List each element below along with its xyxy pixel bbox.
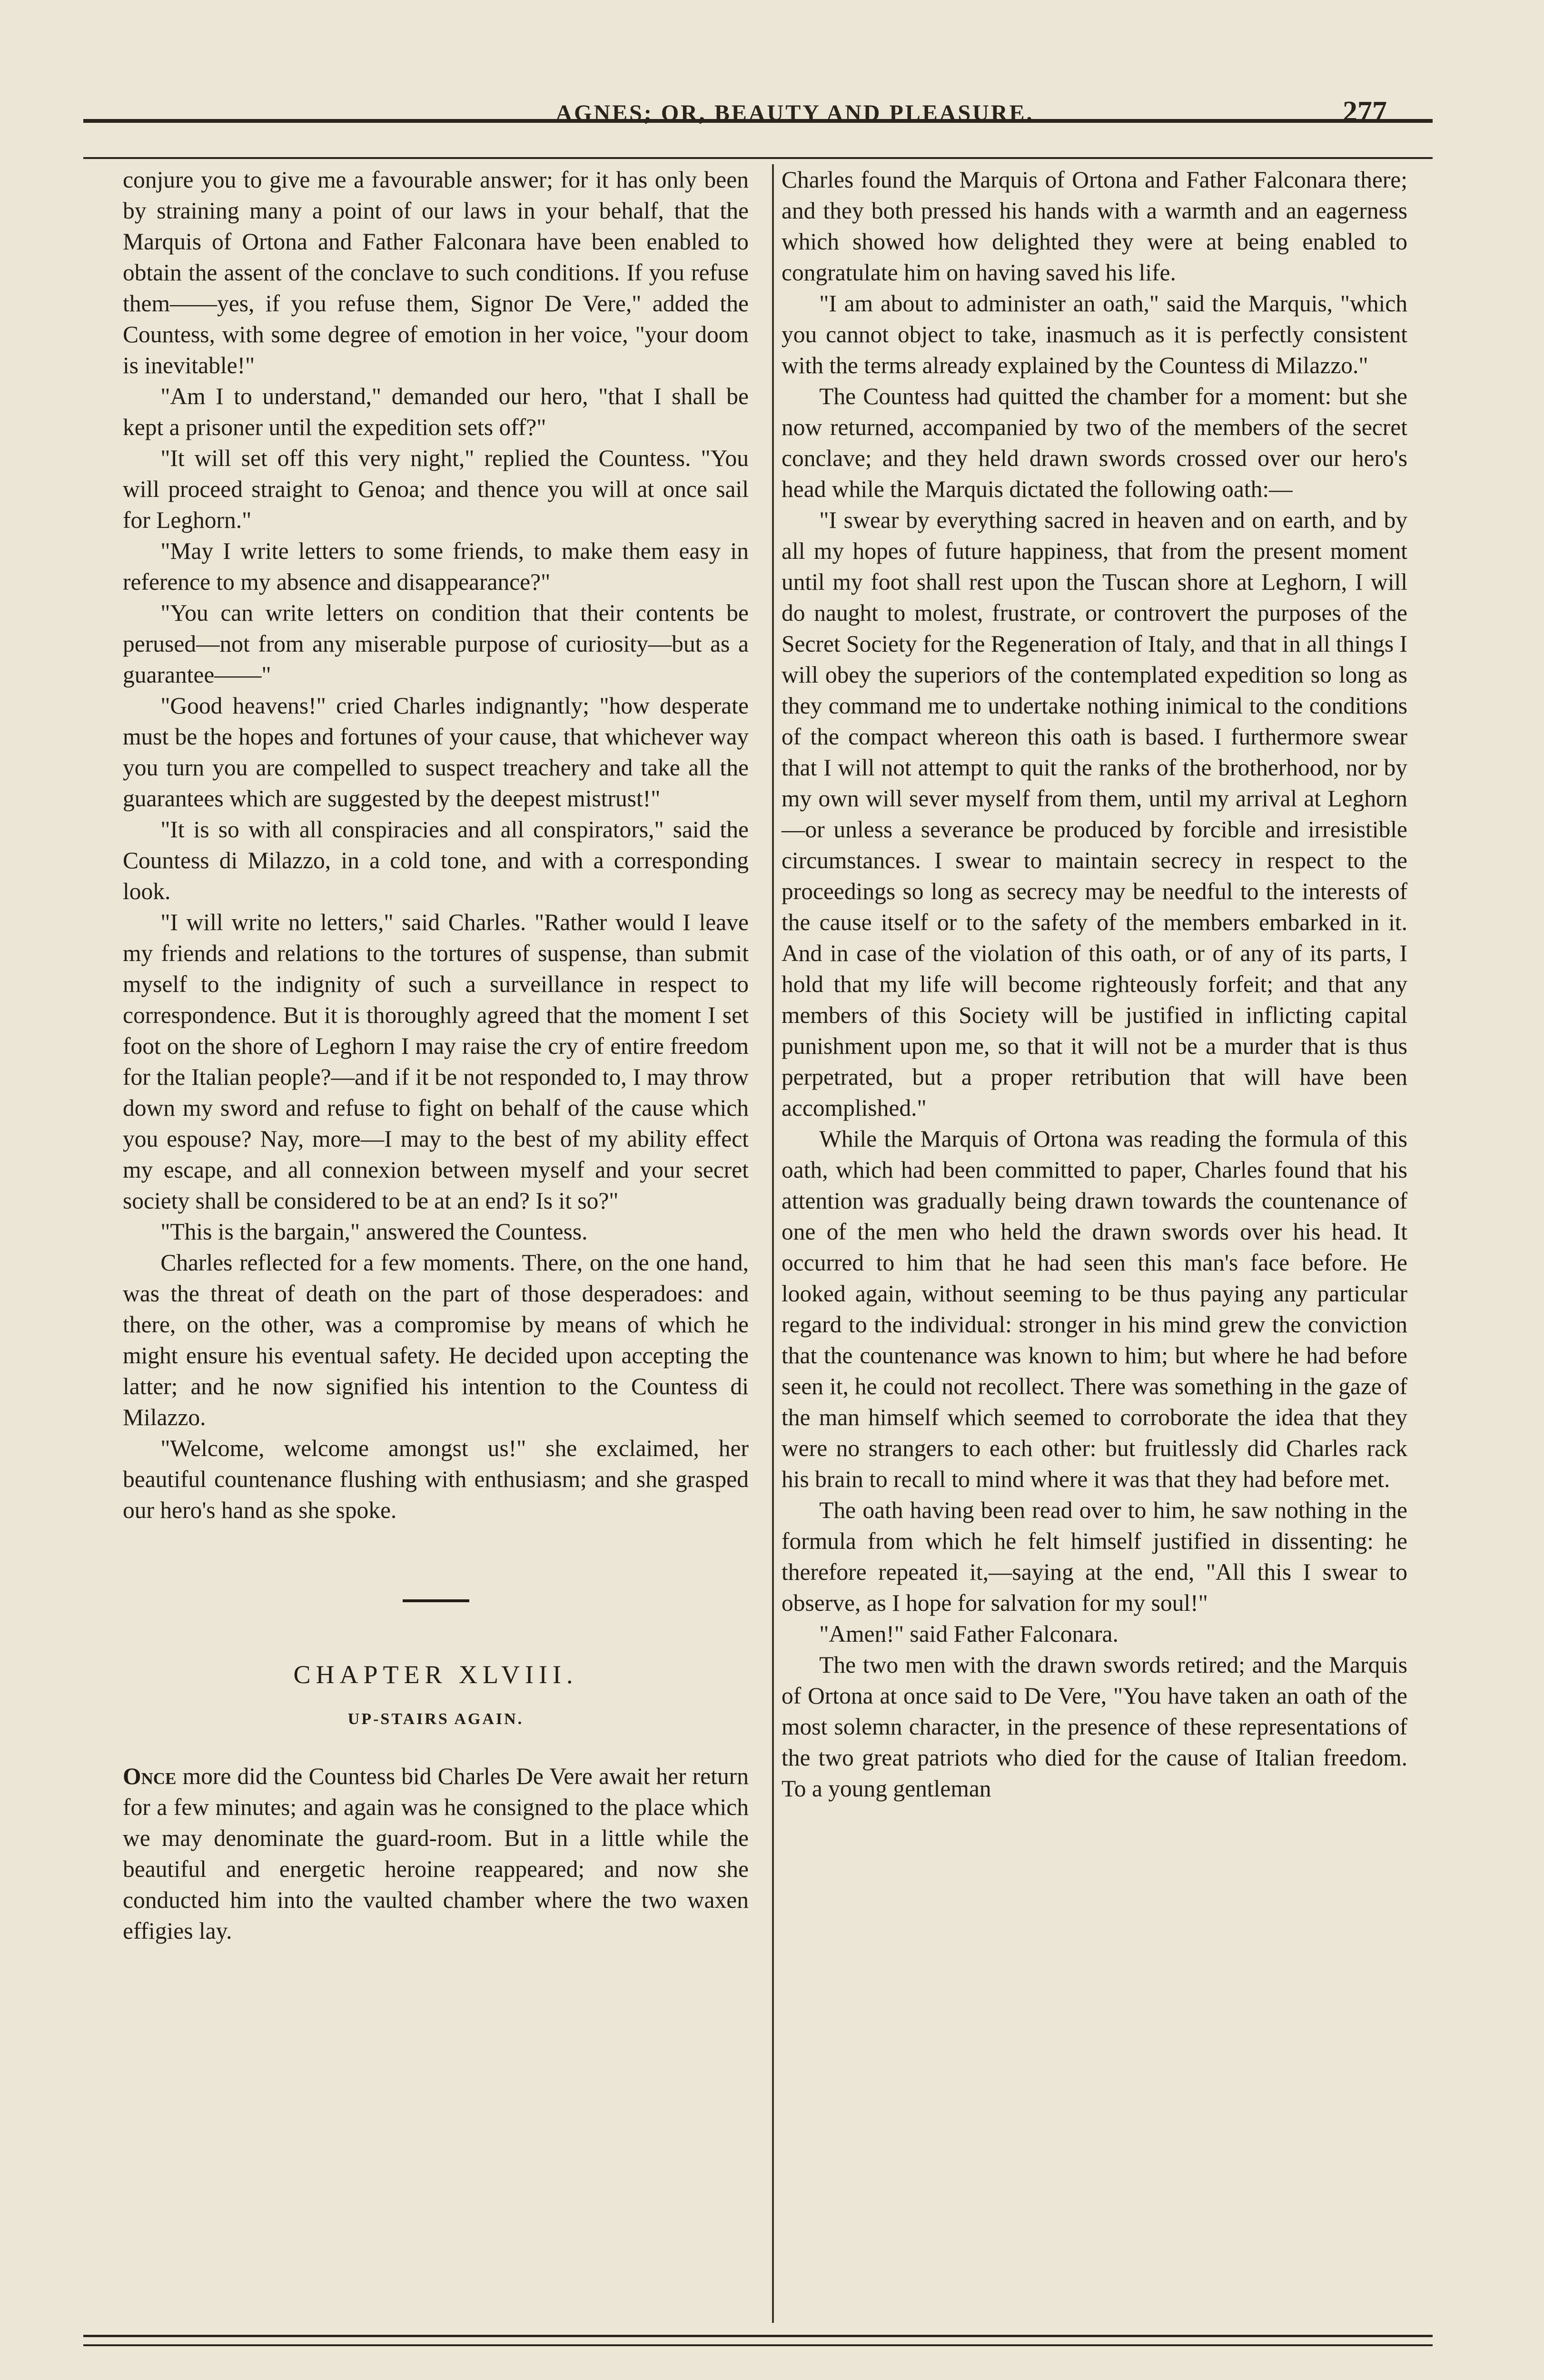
left-paragraph: "Welcome, welcome amongst us!" she exclaimed, her beautiful countenance flushing with enthusiasm; and she grasped our hero's hand as she spoke. (123, 1435, 749, 1523)
column-divider (772, 164, 774, 2323)
header-rule (83, 157, 1433, 159)
page-number: 277 (1343, 96, 1387, 128)
chapter-opening-paragraph (123, 1761, 749, 1946)
chapter-title: CHAPTER XLVIII. (293, 1660, 578, 1689)
left-paragraph: "You can write letters on condition that their contents be perused—not from any miserable purpose of curiosity—but as a guarantee——" (123, 600, 749, 688)
left-paragraph: "I will write no letters," said Charles. "Rather would I leave my friends and relations to the tortures of suspense, than submit myself to the indignity of such a surveillance in respect to correspondence. But it is thoroughly agreed that the moment I set foot on the shore of Leghorn I may raise the cry of entire freedom for the Italian people?—and if it be not responded to, I may throw down my sword and refuse to fight on behalf of the cause which you espouse? Nay, more—I may to the best of my ability effect my escape, and all connexion between myself and your secret society shall be considered to be at an end? Is it so?" (123, 909, 749, 1214)
right-column (782, 164, 1407, 1804)
footer-rule (83, 2344, 1433, 2346)
right-paragraph: "I swear by everything sacred in heaven and on earth, and by all my hopes of future happiness, that from the present moment until my foot shall rest upon the Tuscan shore at Leghorn, I will do naught to molest, frustrate, or controvert the purposes of the Secret Society for the Regeneration of Italy, and that in all things I will obey the superiors of the contemplated expedition so long as they command me to undertake nothing inimical to the conditions of the compact whereon this oath is based. I furthermore swear that I will not attempt to quit the ranks of the brotherhood, nor by my own will sever myself from them, until my arrival at Leghorn—or unless a severance be produced by forcible and irresistible circumstances. I swear to maintain secrecy in respect to the proceedings so long as secrecy may be needful to the interests of the cause itself or to the safety of the members embarked in it. And in case of the violation of this oath, or of any of its parts, I hold that my life will become righteously forfeit; and that any members of this Society will be justified in inflicting capital punishment upon me, so that it will not be a murder that is thus perpetrated, but a proper retribution that will have been accomplished." (782, 507, 1408, 1121)
chapter-divider-rule (403, 1599, 469, 1602)
chapter-subtitle: UP-STAIRS AGAIN. (347, 1710, 524, 1728)
running-head: AGNES; OR, BEAUTY AND PLEASURE. (555, 100, 1034, 126)
right-paragraph: The Countess had quitted the chamber for a moment: but she now returned, accompanied by two of the members of the secret conclave; and they held drawn swords crossed over our hero's head while the Marquis dictated the following oath:— (782, 383, 1407, 502)
chapter-dropcap: Once (123, 1763, 177, 1789)
left-paragraph: "This is the bargain," answered the Countess. (160, 1219, 588, 1245)
right-paragraph: The two men with the drawn swords retired; and the Marquis of Ortona at once said to De Vere, "You have taken an oath of the most solemn character, in the presence of these representations of the two great patriots who died for the cause of Italian freedom. To a young gentleman (782, 1652, 1407, 1802)
left-paragraph: "It will set off this very night," replied the Countess. "You will proceed straight to Genoa; and thence you will at once sail for Leghorn." (123, 445, 749, 533)
right-paragraph: Charles found the Marquis of Ortona and Father Falconara there; and they both pressed his hands with a warmth and an eagerness which showed how delighted they were at being enabled to congratulate him on having saved his life. (782, 167, 1407, 286)
left-paragraph: "Am I to understand," demanded our hero, "that I shall be kept a prisoner until the expedition sets off?" (123, 383, 749, 440)
right-paragraph: "Amen!" said Father Falconara. (819, 1621, 1118, 1647)
left-paragraph: "May I write letters to some friends, to make them easy in reference to my absence and disappearance?" (123, 538, 749, 595)
right-paragraph: "I am about to administer an oath," said the Marquis, "which you cannot object to take, inasmuch as it is perfectly consistent with the terms already explained by the Countess di Milazzo." (782, 290, 1407, 378)
left-paragraph: "It is so with all conspiracies and all conspirators," said the Countess di Milazzo, in a cold tone, and with a corresponding look. (123, 816, 749, 904)
left-paragraph: "Good heavens!" cried Charles indignantly; "how desperate must be the hopes and fortunes of your cause, that whichever way you turn you are compelled to suspect treachery and take all the guarantees which are suggested by the deepest mistrust!" (123, 693, 749, 812)
left-column (123, 164, 749, 1946)
left-paragraph: conjure you to give me a favourable answer; for it has only been by straining many a point of our laws in your behalf, that the Marquis of Ortona and Father Falconara have been enabled to obtain the assent of the conclave to such conditions. If you refuse them——yes, if you refuse them, Signor De Vere," added the Countess, with some degree of emotion in her voice, "your doom is inevitable!" (123, 167, 749, 378)
right-paragraph: The oath having been read over to him, he saw nothing in the formula from which he felt himself justified in dissenting: he therefore repeated it,—saying at the end, "All this I swear to observe, as I hope for salvation for my soul!" (782, 1497, 1407, 1616)
footer-rule (83, 2335, 1433, 2337)
right-paragraph: While the Marquis of Ortona was reading the formula of this oath, which had been committed to paper, Charles found that his attention was gradually being drawn towards the countenance of one of the men who held the drawn swords over his head. It occurred to him that he had seen this man's face before. He looked again, without seeming to be thus paying any particular regard to the individual: stronger in his mind grew the conviction that the countenance was known to him; but where he had before seen it, he could not recollect. There was something in the gaze of the man himself which seemed to corroborate the idea that they were no strangers to each other: but fruitlessly did Charles rack his brain to recall to mind where it was that they had before met. (782, 1126, 1407, 1492)
left-paragraph: Charles reflected for a few moments. There, on the one hand, was the threat of death on the part of those desperadoes: and there, on the other, was a compromise by means of which he might ensure his eventual safety. He decided upon accepting the latter; and he now signified his intention to the Countess di Milazzo. (123, 1250, 749, 1430)
chapter-paragraph-text: more did the Countess bid Charles De Vere await her return for a few minutes; and again was he consigned to the place which we may denominate the guard-room. But in a little while the beautiful and energetic heroine reappeared; and now she conducted him into the vaulted chamber where the two waxen effigies lay. (123, 1763, 749, 1944)
